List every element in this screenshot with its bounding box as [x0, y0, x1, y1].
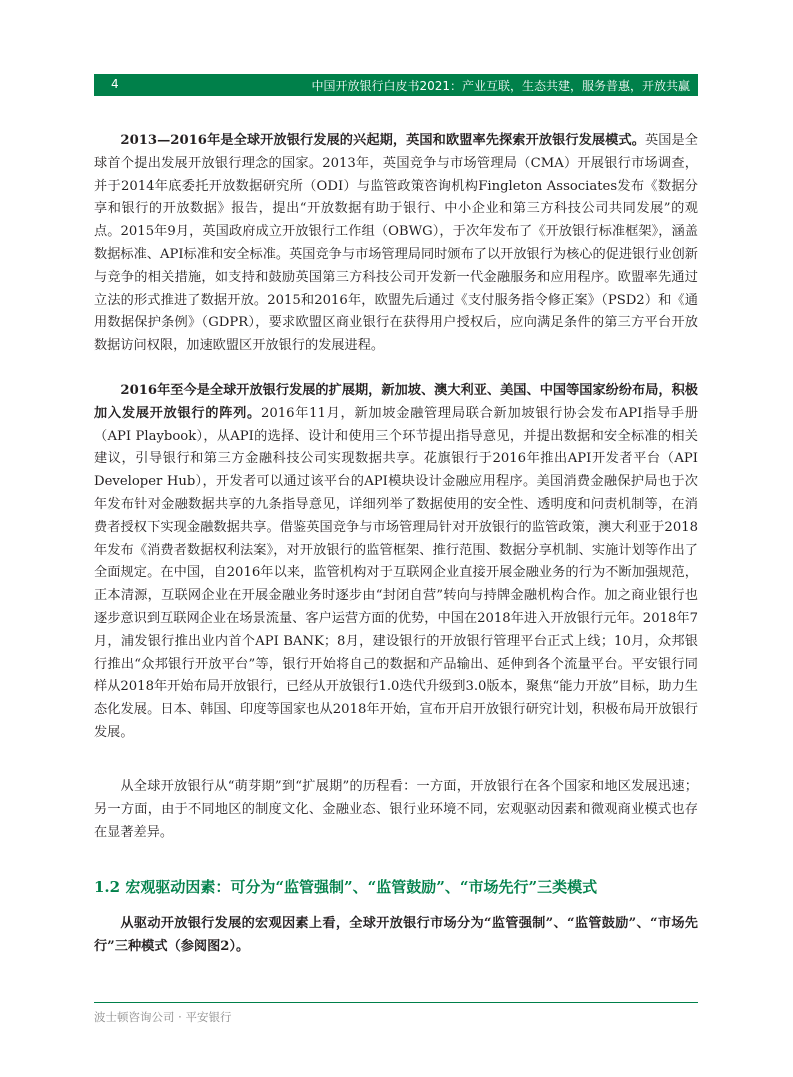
paragraph-lead: 2016年至今是全球开放银行发展的扩展期，新加坡、澳大利亚、美国、中国等国家纷纷布局，积极加入发展开放银行的阵列。 [94, 383, 698, 421]
paragraph-expansion-period [94, 380, 698, 745]
paragraph-body: 从全球开放银行从“萌芽期”到“扩展期”的历程看：一方面，开放银行在各个国家和地区发展迅速；另一方面，由于不同地区的制度文化、金融业态、银行业环境不同，宏观驱动因素和微观商业模式也存在显著差异。 [94, 779, 698, 840]
paragraph-body: 2016年11月，新加坡金融管理局联合新加坡银行协会发布API指导手册（API Playbook），从API的选择、设计和使用三个环节提出指导意见，并提出数据和安全标准的相关建议，引导银行和第三方金融科技公司实现数据共享。花旗银行于2016年推出API开发者平台（API Developer Hub），开发者可以通过该平台的API模块设计金融应用程序。美国消费金融保护局也于次年发布针对金融数据共享的九条指导意见，详细列举了数据使用的安全性、透明度和问责机制等，在消费者授权下实现金融数据共享。借鉴英国竞争与市场管理局针对开放银行的监管政策，澳大利亚于2018年发布《消费者数据权利法案》，对开放银行的监管框架、推行范围、数据分享机制、实施计划等作出了全面规定。在中国，自2016年以来，监管机构对于互联网企业直接开展金融业务的行为不断加强规范，正本清源，互联网企业在开展金融业务时逐步由“封闭自营”转向与持牌金融机构合作。加之商业银行也逐步意识到互联网企业在场景流量、客户运营方面的优势，中国在2018年进入开放银行元年。2018年7月，浦发银行推出业内首个API BANK；8月，建设银行的开放银行管理平台正式上线；10月，众邦银行推出“众邦银行开放平台”等，银行开始将自己的数据和产品输出、延伸到各个流量平台。平安银行同样从2018年开始布局开放银行，已经从开放银行1.0迭代升级到3.0版本，聚焦“能力开放”目标，助力生态化发展。日本、韩国、印度等国家也从2018年开始，宣布开启开放银行研究计划，积极布局开放银行发展。 [94, 405, 699, 740]
paragraph-emergence-period [94, 130, 698, 358]
section-heading: 1.2 宏观驱动因素：可分为“监管强制”、“监管鼓励”、“市场先行”三类模式 [94, 878, 598, 896]
footer-divider [94, 1002, 698, 1003]
paragraph-lead: 2013—2016年是全球开放银行发展的兴起期，英国和欧盟率先探索开放银行发展模式。 [120, 133, 645, 148]
page-number: 4 [111, 77, 119, 91]
header-bar [94, 74, 698, 96]
paragraph-summary [94, 776, 698, 844]
section-intro: 从驱动开放银行发展的宏观因素上看，全球开放银行市场分为“监管强制”、“监管鼓励”、“市场先行”三种模式（参阅图2）。 [94, 916, 698, 954]
paragraph-body: 英国是全球首个提出发展开放银行理念的国家。2013年，英国竞争与市场管理局（CMA）开展银行市场调查，并于2014年底委托开放数据研究所（ODI）与监管政策咨询机构Fingleton Associates发布《数据分享和银行的开放数据》报告，提出“开放数据有助于银行、中小企业和第三方科技公司共同发展”的观点。2015年9月，英国政府成立开放银行工作组（OBWG），于次年发布了《开放银行标准框架》，涵盖数据标准、API标准和安全标准。英国竞争与市场管理局同时颁布了以开放银行为核心的促进银行业创新与竞争的相关措施，如支持和鼓励英国第三方科技公司开发新一代金融服务和应用程序。欧盟率先通过立法的形式推进了数据开放。2015和2016年，欧盟先后通过《支付服务指令修正案》（PSD2）和《通用数据保护条例》（GDPR），要求欧盟区商业银行在获得用户授权后，应向满足条件的第三方平台开放数据访问权限，加速欧盟区开放银行的发展进程。 [94, 133, 698, 354]
footer-credit: 波士顿咨询公司 · 平安银行 [94, 1010, 232, 1024]
running-header-title: 中国开放银行白皮书2021：产业互联，生态共建，服务普惠，开放共赢 [311, 79, 690, 93]
